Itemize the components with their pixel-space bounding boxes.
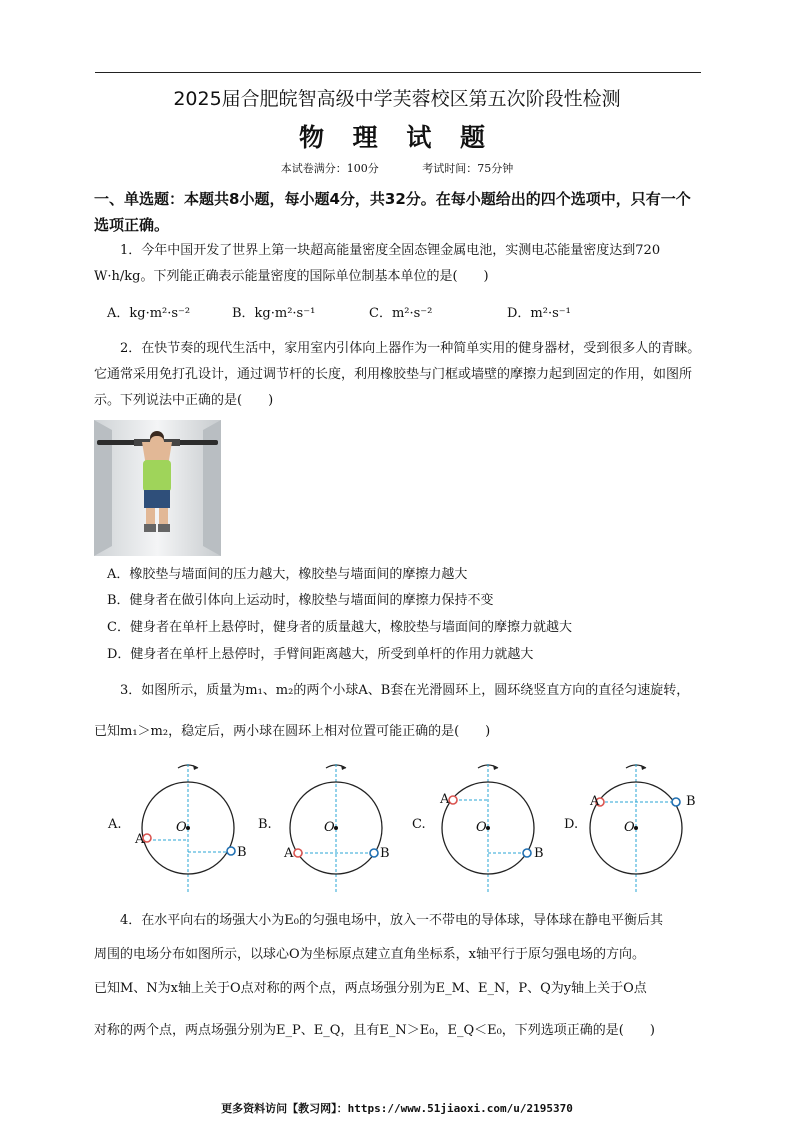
fig-a-ball-a: A — [135, 832, 145, 847]
fig-a-label: A. — [108, 817, 122, 832]
figure-b-diagram — [278, 760, 398, 895]
fig-c-ball-a: A — [440, 792, 450, 807]
exam-time: 考试时间：75分钟 — [422, 162, 514, 175]
full-score: 本试卷满分：100分 — [280, 162, 379, 175]
question-2-text: 2．在快节奏的现代生活中，家用室内引体向上器作为一种简单实用的健身器材，受到很多人的青睐。它通常采用免打孔设计，通过调节杆的长度，利用橡胶垫与门框或墙壁的摩擦力起到固定的作用，如图所示。下列说法中正确的是( ) — [94, 341, 701, 408]
subject-title: 物 理 试 题 — [298, 123, 496, 152]
top-rule — [95, 72, 701, 73]
q2-option-c: C．健身者在单杆上悬停时，健身者的质量越大，橡胶垫与墙面间的摩擦力就越大 — [107, 620, 572, 635]
school-title: 2025届合肥皖智高级中学芙蓉校区第五次阶段性检测 — [173, 88, 621, 110]
fig-d-center: O — [624, 820, 635, 835]
q1-option-b: B．kg·m²·s⁻¹ — [232, 306, 316, 321]
fig-b-ball-b: B — [380, 846, 390, 861]
question-4-line1: 4．在水平向右的场强大小为E₀的匀强电场中，放入一不带电的导体球，导体球在静电平衡后其 — [120, 913, 663, 928]
footer-link[interactable]: 更多资料访问【教习网】：https://www.51jiaoxi.com/u/2195370 — [221, 1102, 573, 1115]
question-4-line2: 周围的电场分布如图所示，以球心O为坐标原点建立直角坐标系，x轴平行于原匀强电场的方向。 — [94, 947, 645, 962]
figure-a-diagram — [130, 760, 250, 895]
q1-option-d: D．m²·s⁻¹ — [507, 306, 571, 321]
fig-d-ball-a: A — [590, 794, 600, 809]
fig-a-center: O — [176, 820, 187, 835]
fig-a-ball-b: B — [237, 845, 247, 860]
question-1-text: 1．今年中国开发了世界上第一块超高能量密度全固态锂金属电池，实测电芯能量密度达到720 W·h/kg。下列能正确表示能量密度的国际单位制基本单位的是( ) — [94, 243, 661, 284]
fig-d-ball-b: B — [686, 794, 696, 809]
q1-option-c: C．m²·s⁻² — [369, 306, 433, 321]
q1-option-a: A．kg·m²·s⁻² — [107, 306, 191, 321]
question-4-line4: 对称的两个点，两点场强分别为E_P、E_Q，且有E_N＞E₀，E_Q＜E₀，下列选项正确的是( ) — [94, 1023, 655, 1038]
exam-meta — [0, 160, 794, 176]
fig-c-center: O — [476, 820, 487, 835]
fig-c-label: C. — [412, 817, 426, 832]
figure-d-diagram — [578, 760, 698, 895]
figure-c-diagram — [430, 760, 550, 895]
pullup-photo — [94, 420, 221, 556]
fig-d-label: D. — [564, 817, 579, 832]
question-3-line1: 3．如图所示，质量为m₁、m₂的两个小球A、B套在光滑圆环上，圆环绕竖直方向的直径匀速旋转， — [120, 683, 690, 698]
q2-option-b: B．健身者在做引体向上运动时，橡胶垫与墙面间的摩擦力保持不变 — [107, 593, 494, 608]
section-heading: 一、单选题：本题共8小题，每小题4分，共32分。在每小题给出的四个选项中，只有一个选项正确。 — [94, 190, 691, 234]
question-3-line2: 已知m₁＞m₂，稳定后，两小球在圆环上相对位置可能正确的是( ) — [94, 724, 491, 739]
fig-b-ball-a: A — [284, 846, 294, 861]
fig-c-ball-b: B — [534, 846, 544, 861]
fig-b-label: B. — [258, 817, 272, 832]
question-4-line3: 已知M、N为x轴上关于O点对称的两个点，两点场强分别为E_M、E_N，P、Q为y轴上关于O点 — [94, 981, 647, 996]
q2-option-a: A．橡胶垫与墙面间的压力越大，橡胶垫与墙面间的摩擦力越大 — [107, 567, 468, 582]
fig-b-center: O — [324, 820, 335, 835]
question-3-figures — [100, 760, 710, 895]
q2-option-d: D．健身者在单杆上悬停时，手臂间距离越大，所受到单杆的作用力就越大 — [107, 647, 534, 662]
